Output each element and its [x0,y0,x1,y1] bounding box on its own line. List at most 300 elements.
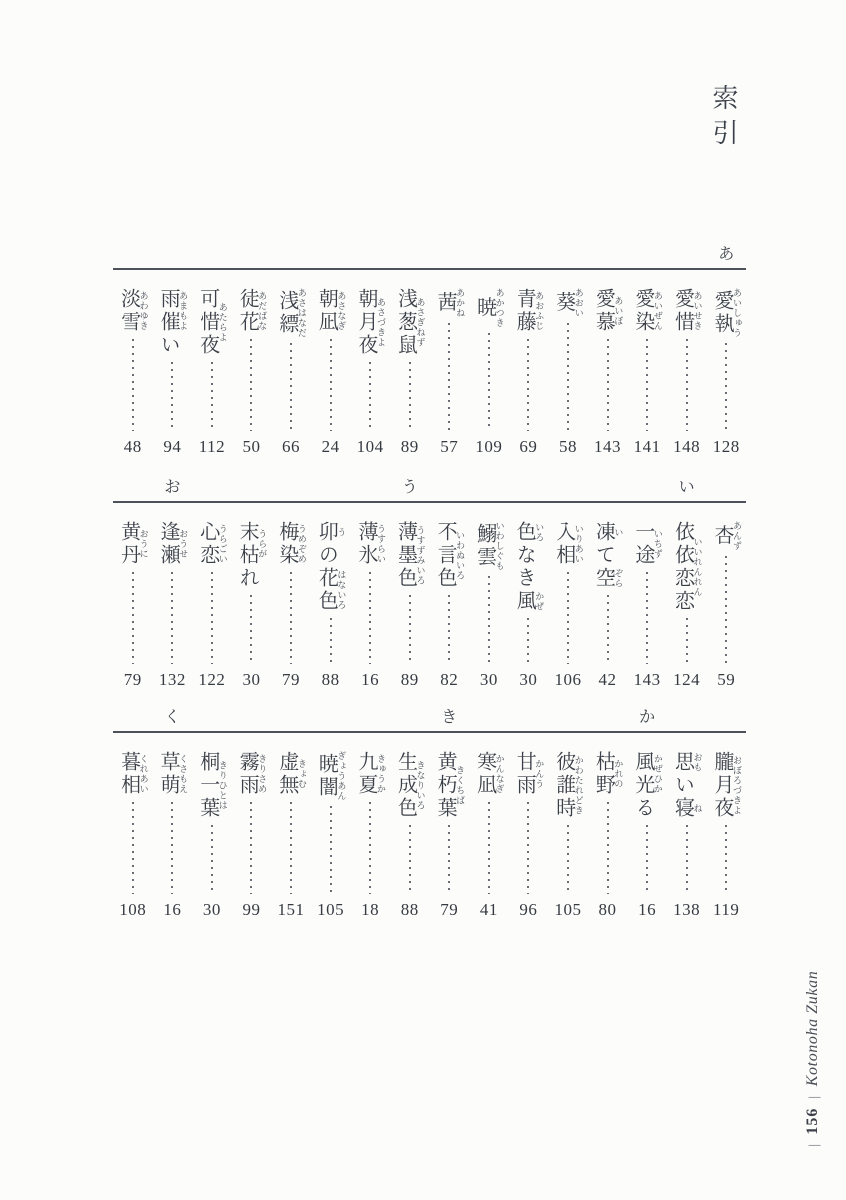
entry-word [157,751,189,797]
entry-word [354,521,386,567]
entry-page-number: 106 [554,670,582,689]
kana-section-label: い [678,479,695,496]
entry-base-text: 枯野 [592,751,615,797]
index-entry [588,270,628,458]
label-cell [113,703,153,731]
kana-section-label: お [164,479,181,496]
dotted-leader [448,825,450,894]
index-entry [667,503,707,691]
entry-furigana: おうせ [178,521,189,567]
entry-word [275,751,307,797]
entry-base-text: 暮相 [117,751,140,797]
entry-word [473,288,505,328]
entry-furigana: かぜ [534,590,545,613]
label-cell [627,473,667,501]
entry-base-text: なき [513,544,536,590]
dotted-leader [171,362,173,431]
entry-furigana: いいれんれん [692,521,703,613]
entry-page-number: 42 [598,670,617,689]
entry-base-text: い [671,774,694,797]
entry-word [671,751,703,820]
index-entry [153,733,193,921]
entry-base-text: 朝月夜 [354,288,377,357]
label-cell [509,240,549,268]
entry-base-text: 徒花 [236,288,259,334]
entry-base-text: 一途 [631,521,654,567]
entry-furigana: あいしゅう [732,288,743,338]
entry-word [513,521,545,613]
dotted-leader [132,802,134,894]
entry-page-number: 57 [440,437,459,456]
label-cell [548,473,588,501]
entry-word [394,521,426,590]
index-entry [469,503,509,691]
entry-base-text: 愛染 [631,288,654,334]
entry-word [592,288,624,334]
entry-word [394,751,426,820]
dotted-leader [330,339,332,431]
label-cell [469,473,509,501]
label-cell [232,240,272,268]
footer-divider: | [805,1144,821,1147]
index-entry [390,733,430,921]
index-entry [311,733,351,921]
entry-base-text: 寒凪 [473,751,496,797]
dotted-leader [171,802,173,894]
entry-base-text: 九夏 [354,751,377,797]
label-cell [192,473,232,501]
entry-page-number: 105 [317,900,345,919]
entry-word [671,288,703,334]
entry-page-number: 41 [479,900,498,919]
entry-base-text: 梅染 [275,521,298,567]
entry-furigana: あかね [455,288,466,318]
entry-base-text: 花色 [315,567,338,613]
entry-furigana: い [613,521,624,544]
index-entry [232,503,272,691]
entry-furigana: あいぜん [652,288,663,334]
entry-columns [113,503,746,691]
index-entry [430,733,470,921]
index-entry [548,270,588,458]
section-label-row [113,703,746,733]
entry-furigana: かんう [534,751,545,797]
entry-furigana: かんなぎ [494,751,505,797]
entry-furigana: おも [692,751,703,774]
entry-page-number: 128 [712,437,740,456]
label-cell [192,240,232,268]
entry-page-number: 151 [277,900,305,919]
label-cell [588,703,628,731]
entry-furigana: うらが [257,521,268,567]
entry-word [473,521,505,571]
index-entry [509,503,549,691]
entry-word [354,751,386,797]
entry-page-number: 18 [361,900,380,919]
entry-page-number: 99 [242,900,261,919]
index-entry [311,503,351,691]
entry-page-number: 16 [638,900,657,919]
label-cell [706,473,746,501]
entry-base-text: て [592,544,615,567]
entry-base-text: 朝凪 [315,288,338,334]
entry-base-text: 薄氷 [354,521,377,567]
entry-page-number: 69 [519,437,538,456]
entry-furigana: あまもよ [178,288,189,334]
entry-furigana: あさぎねず [415,288,426,357]
entry-base-text: 黄朽葉 [434,751,457,820]
index-entry [548,733,588,921]
dotted-leader [132,572,134,664]
entry-base-text: 思 [671,751,694,774]
entry-page-number: 48 [123,437,142,456]
entry-columns [113,270,746,458]
label-cell [390,703,430,731]
index-entry [469,270,509,458]
label-cell [232,703,272,731]
index-entry [232,733,272,921]
entry-furigana: おぼろづきよ [732,751,743,820]
label-cell [350,473,390,501]
entry-furigana: きくちば [455,751,466,820]
entry-page-number: 96 [519,900,538,919]
entry-base-text: 色 [513,521,536,544]
entry-page-number: 88 [321,670,340,689]
entry-word [236,288,268,334]
dotted-leader [567,825,569,894]
dotted-leader [250,339,252,431]
entry-page-number: 138 [673,900,701,919]
dotted-leader [290,343,292,431]
index-entry [390,503,430,691]
label-cell [706,703,746,731]
entry-word [552,521,584,567]
kana-section-label: う [401,479,418,496]
dotted-leader [171,572,173,664]
entry-furigana: かれの [613,751,624,797]
entry-furigana: あいぼ [613,288,624,334]
footer-book-title: Kotonoha Zukan [804,970,821,1087]
entry-furigana: かぜひか [652,751,663,797]
entry-base-text: 末枯 [236,521,259,567]
entry-furigana: かわたれどき [573,751,584,820]
entry-word [631,751,663,820]
label-cell [469,240,509,268]
entry-furigana: う [336,521,347,544]
footer-divider: | [805,1095,821,1099]
entry-word [196,521,228,567]
dotted-leader [607,802,609,894]
entry-page-number: 66 [282,437,301,456]
label-cell [667,240,707,268]
dotted-leader [488,802,490,894]
entry-furigana: うらごい [217,521,228,567]
entry-word [433,288,465,318]
label-cell [627,240,667,268]
label-cell [509,473,549,501]
entry-page-number: 79 [123,670,142,689]
entry-furigana: いちず [652,521,663,567]
entry-page-number: 122 [198,670,226,689]
dotted-leader [488,333,490,431]
entry-furigana: はないろ [336,567,347,613]
label-cell [430,703,470,731]
entry-base-text: 葵 [552,288,575,318]
entry-page-number: 104 [356,437,384,456]
entry-base-text: る [631,797,654,820]
entry-furigana: きゅうか [375,751,386,797]
entry-base-text: 凍 [592,521,615,544]
entry-page-number: 30 [242,670,261,689]
label-cell [390,240,430,268]
index-entry [271,270,311,458]
entry-furigana: あんず [732,521,743,551]
entry-page-number: 16 [361,670,380,689]
entry-furigana: あいせき [692,288,703,334]
entry-base-text: 心恋 [196,521,219,567]
entry-word [315,751,347,801]
entry-base-text: 暁 [473,288,496,328]
index-entry [113,733,153,921]
dotted-leader [409,362,411,431]
entry-furigana: うすずみいろ [415,521,426,590]
entry-word [117,288,149,334]
entry-base-text: 逢瀬 [157,521,180,567]
entry-base-text: 卯 [315,521,338,544]
index-entry [548,503,588,691]
dotted-leader [211,825,213,894]
entry-page-number: 30 [519,670,538,689]
dotted-leader [448,595,450,664]
dotted-leader [646,339,648,431]
entry-page-number: 132 [158,670,186,689]
entry-furigana: ぞら [613,567,624,590]
section-label-row [113,473,746,503]
dotted-leader [448,323,450,431]
entry-furigana: いわぬいろ [455,521,466,590]
index-entry [430,503,470,691]
index-entry [430,270,470,458]
entry-base-text: 虚無 [275,751,298,797]
index-entry [627,270,667,458]
entry-furigana: うすらい [375,521,386,567]
entry-page-number: 80 [598,900,617,919]
label-cell [153,240,193,268]
entry-furigana: あおい [573,288,584,318]
label-cell [509,703,549,731]
dotted-leader [132,339,134,431]
entry-page-number: 124 [673,670,701,689]
entry-base-text: 風 [513,590,536,613]
entry-page-number: 30 [202,900,221,919]
index-entry [113,503,153,691]
entry-base-text: 可惜夜 [196,288,219,357]
entry-furigana: きょむ [296,751,307,797]
dotted-leader [607,595,609,664]
entry-furigana: くさもえ [178,751,189,797]
dotted-leader [567,323,569,431]
entry-base-text: い [157,334,180,357]
entry-word [473,751,505,797]
entry-base-text: 雨催 [157,288,180,334]
label-cell [588,473,628,501]
entry-word [513,751,545,797]
entry-page-number: 143 [633,670,661,689]
entry-base-text: 茜 [434,288,457,318]
dotted-leader [409,595,411,664]
label-cell [548,703,588,731]
dotted-leader [527,618,529,664]
index-entry [509,270,549,458]
entry-base-text: 空 [592,567,615,590]
entry-base-text: 愛惜 [671,288,694,334]
entry-furigana: あだばな [257,288,268,334]
entry-base-text: 彼誰時 [552,751,575,820]
entry-base-text: 薄墨色 [394,521,417,590]
label-cell [350,703,390,731]
entry-word [275,521,307,567]
dotted-leader [488,576,490,664]
entry-word [710,521,742,551]
index-entry [192,733,232,921]
label-cell [153,473,193,501]
index-entry [706,270,746,458]
entry-furigana: いろ [534,521,545,544]
entry-furigana: ね [692,797,703,820]
entry-base-text: の [315,544,338,567]
index-entry [469,733,509,921]
section-label-row [113,240,746,270]
entry-base-text: 入相 [552,521,575,567]
entry-page-number: 58 [558,437,577,456]
dotted-leader [607,339,609,431]
entry-word [315,288,347,334]
index-entry [350,503,390,691]
entry-furigana: ぎょうあん [336,751,347,801]
entry-base-text: 浅葱鼠 [394,288,417,357]
dotted-leader [686,339,688,431]
index-section [113,473,746,691]
dotted-leader [211,572,213,664]
label-cell [311,703,351,731]
entry-page-number: 79 [282,670,301,689]
entry-furigana: あわゆき [138,288,149,334]
entry-page-number: 148 [673,437,701,456]
label-cell [667,703,707,731]
dotted-leader [725,556,727,664]
entry-furigana: あさなぎ [336,288,347,334]
entry-base-text: 生成色 [394,751,417,820]
entry-base-text: 杏 [711,521,734,551]
entry-base-text: 朧月夜 [711,751,734,820]
dotted-leader [646,572,648,664]
footer-page-number: 156 [804,1107,821,1135]
index-entry [706,733,746,921]
entry-furigana: きりひとは [217,751,228,820]
entry-page-number: 16 [163,900,182,919]
entry-word [433,751,465,820]
index-entry [509,733,549,921]
entry-page-number: 50 [242,437,261,456]
index-entry [350,270,390,458]
label-cell [667,473,707,501]
index-entry [350,733,390,921]
label-cell [271,473,311,501]
entry-word [196,751,228,820]
entry-word [236,521,268,590]
dotted-leader [290,572,292,664]
index-entry [706,503,746,691]
entry-word [552,751,584,820]
entry-word [592,751,624,797]
dotted-leader [290,802,292,894]
entry-base-text: 青藤 [513,288,536,334]
entry-furigana: くれあい [138,751,149,797]
entry-base-text: 依依恋恋 [671,521,694,613]
entry-page-number: 89 [400,437,419,456]
entry-furigana: あさづきよ [375,288,386,357]
entry-furigana: あたらよ [217,288,228,357]
entry-page-number: 108 [119,900,147,919]
entry-word [710,288,742,338]
entry-page-number: 88 [400,900,419,919]
entry-page-number: 82 [440,670,459,689]
dotted-leader [211,362,213,431]
entry-base-text: 不言色 [434,521,457,590]
entry-page-number: 24 [321,437,340,456]
entry-page-number: 141 [633,437,661,456]
entry-page-number: 30 [479,670,498,689]
entry-base-text: 甘雨 [513,751,536,797]
index-entry [667,270,707,458]
dotted-leader [369,572,371,664]
label-cell [588,240,628,268]
entry-base-text: 桐一葉 [196,751,219,820]
entry-word [513,288,545,334]
entry-page-number: 109 [475,437,503,456]
index-entry [311,270,351,458]
label-cell [311,473,351,501]
label-cell [271,240,311,268]
entry-base-text: 草萌 [157,751,180,797]
label-cell [271,703,311,731]
dotted-leader [330,618,332,664]
index-entry [667,733,707,921]
dotted-leader [369,802,371,894]
entry-page-number: 119 [713,900,740,919]
dotted-leader [686,825,688,894]
label-cell [469,703,509,731]
index-entry [192,270,232,458]
entry-furigana: あかつき [494,288,505,328]
entry-base-text: 鰯雲 [473,521,496,571]
entry-word [315,521,347,613]
entry-word [196,288,228,357]
entry-base-text: 黄丹 [117,521,140,567]
index-section [113,703,746,921]
entry-furigana: いりあい [573,521,584,567]
label-cell [311,240,351,268]
page-footer [800,933,826,1147]
label-cell [627,703,667,731]
entry-base-text: 寝 [671,797,694,820]
entry-word [117,751,149,797]
dotted-leader [250,802,252,894]
label-cell [113,473,153,501]
index-entry [271,503,311,691]
index-entry [588,503,628,691]
label-cell [706,240,746,268]
